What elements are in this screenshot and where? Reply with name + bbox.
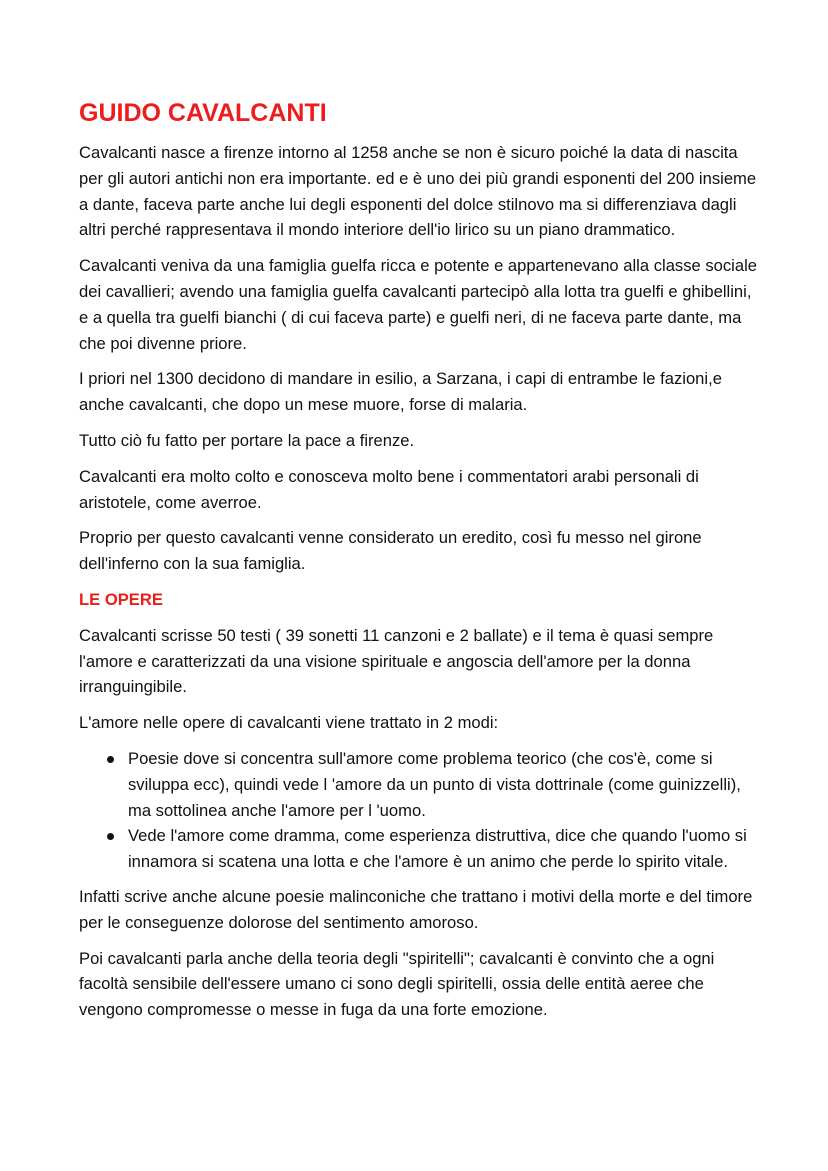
bullet-icon [107, 756, 114, 763]
paragraph: I priori nel 1300 decidono di mandare in esilio, a Sarzana, i capi di entrambe le fazioni,e anche cavalcanti, che dopo un mese muore, forse di malaria. [79, 369, 722, 415]
paragraph: Cavalcanti veniva da una famiglia guelfa ricca e potente e appartenevano alla classe sociale dei cavallieri; avendo una famiglia guelfa cavalcanti partecipò alla lotta tra guelfi e ghibellini, e a quella tra guelfi bianchi ( di cui faceva parte) e guelfi neri, di ne faceva parte dante, ma che poi divenne priore. [79, 256, 758, 353]
paragraph: Proprio per questo cavalcanti venne considerato un eredito, così fu messo nel girone dell'inferno con la sua famiglia. [79, 528, 702, 574]
list-item-text: Vede l'amore come dramma, come esperienza distruttiva, dice che quando l'uomo si innamora si scatena una lotta e che l'amore è un animo che perde lo spirito vitale. [128, 826, 747, 872]
section-title: LE OPERE [79, 589, 163, 609]
paragraph: Cavalcanti era molto colto e conosceva molto bene i commentatori arabi personali di aristotele, come averroe. [79, 466, 699, 512]
paragraph: Infatti scrive anche alcune poesie malinconiche che trattano i motivi della morte e del timore per le conseguenze dolorose del sentimento amoroso. [79, 886, 753, 932]
list-item [79, 823, 759, 875]
list-item [79, 746, 759, 823]
paragraph: Cavalcanti nasce a firenze intorno al 1258 anche se non è sicuro poiché la data di nascita per gli autori antichi non era importante. ed e è uno dei più grandi esponenti del 200 insieme a dante, faceva parte anche lui degli esponenti del dolce stilnovo ma si differenziava dagli altri perché rappresentava il mondo interiore dell'io lirico su un piano drammatico. [79, 143, 757, 240]
paragraph: Poi cavalcanti parla anche della teoria degli "spiritelli"; cavalcanti è convinto che a ogni facoltà sensibile dell'essere umano ci sono degli spiritelli, ossia delle entità aeree che vengono compromesse o messe in fuga da una forte emozione. [79, 948, 715, 1020]
bullet-icon [107, 833, 114, 840]
paragraph: Tutto ciò fu fatto per portare la pace a firenze. [79, 430, 415, 450]
list-item-text: Poesie dove si concentra sull'amore come problema teorico (che cos'è, come si sviluppa ecc), quindi vede l 'amore da un punto di vista dottrinale (come guinizzelli), ma sottolinea anche l'amore per l 'uomo. [128, 748, 741, 820]
document-page [79, 96, 759, 1033]
page-title: GUIDO CAVALCANTI [79, 99, 327, 127]
paragraph: L'amore nelle opere di cavalcanti viene trattato in 2 modi: [79, 713, 499, 733]
bullet-list [79, 746, 759, 875]
paragraph: Cavalcanti scrisse 50 testi ( 39 sonetti 11 canzoni e 2 ballate) e il tema è quasi sempre l'amore e caratterizzati da una visione spirituale e angoscia dell'amore per la donna irranguingibile. [79, 625, 714, 697]
